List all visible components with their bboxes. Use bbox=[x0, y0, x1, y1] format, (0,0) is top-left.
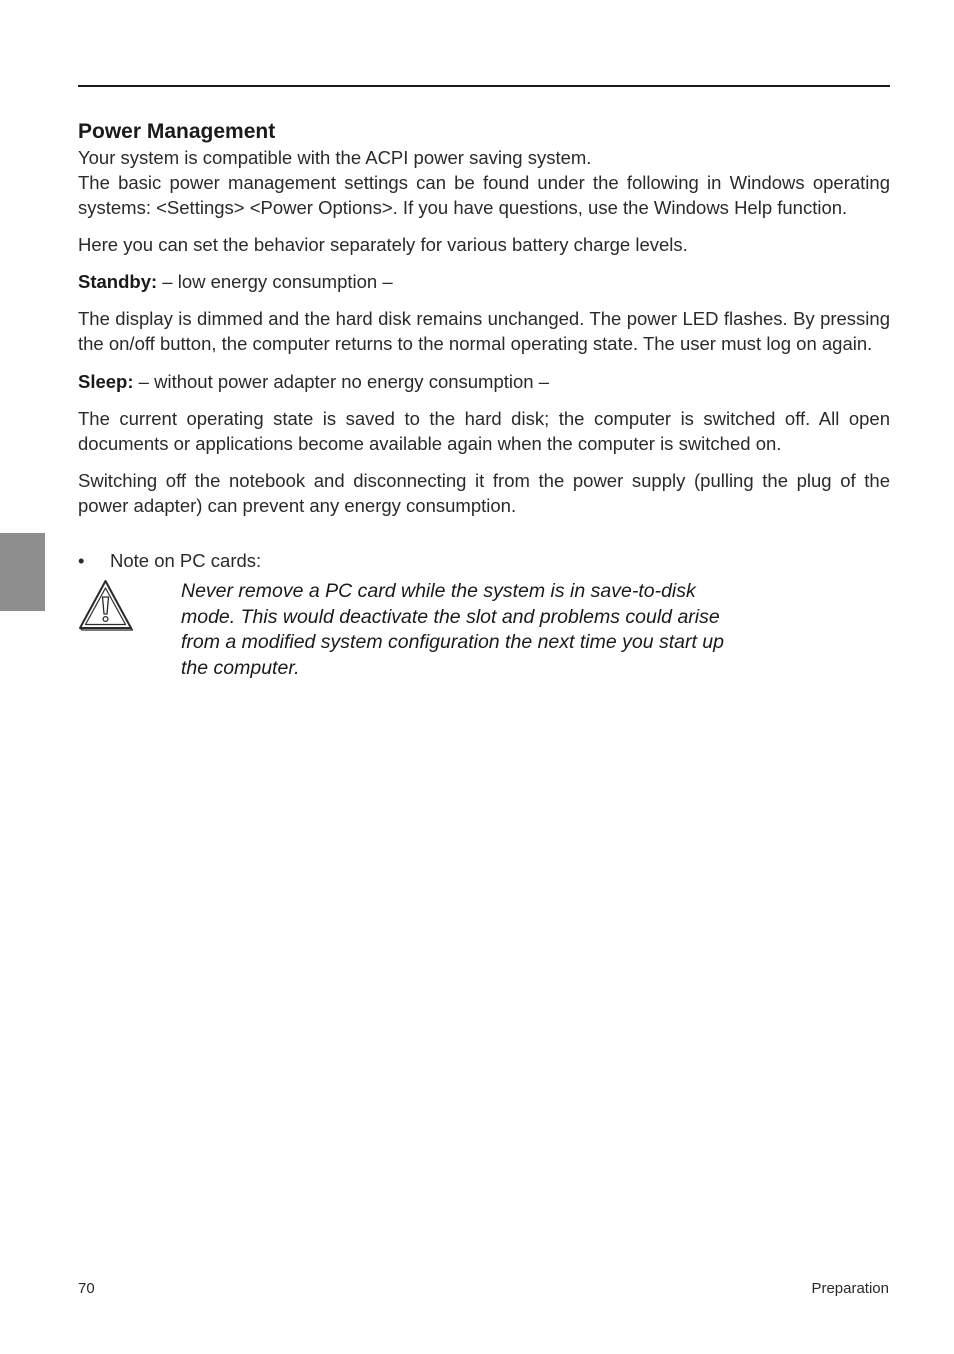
page-number: 70 bbox=[78, 1280, 95, 1297]
sleep-label: Sleep: bbox=[78, 370, 134, 392]
header-rule bbox=[78, 85, 890, 87]
note-bullet-item bbox=[78, 549, 890, 574]
sleep-description: The current operating state is saved to the hard disk; the computer is switched off. All open documents or applications become available again when the computer is switched on. bbox=[78, 407, 890, 454]
standby-description: The display is dimmed and the hard disk remains unchanged. The power LED flashes. By pressing the on/off button, the computer returns to the normal operating state. The user must log on again. bbox=[78, 308, 890, 355]
intro-line-2: The basic power management settings can be found under the following in Windows operating systems: <Settings> <Power Options>. If you have questions, use the Windows Help function. bbox=[78, 171, 890, 218]
section-title: Power Management bbox=[78, 120, 276, 143]
bullet-marker: • bbox=[78, 549, 85, 571]
standby-subtitle: – low energy consumption – bbox=[157, 271, 393, 293]
switch-off-paragraph: Switching off the notebook and disconnecting it from the power supply (pulling the plug of the power adapter) can prevent any energy consumption. bbox=[78, 469, 890, 516]
battery-levels-paragraph: Here you can set the behavior separately for various battery charge levels. bbox=[78, 233, 688, 255]
sleep-subtitle: – without power adapter no energy consumption – bbox=[133, 370, 550, 392]
chapter-name: Preparation bbox=[811, 1280, 889, 1297]
page-content bbox=[78, 118, 890, 689]
chapter-tab-marker bbox=[0, 533, 45, 611]
intro-paragraph bbox=[78, 146, 890, 220]
warning-text: Never remove a PC card while the system is in save-to-disk mode. This would deactivate the slot and problems could arise from a modified system configuration the next time you start up the computer. bbox=[181, 580, 725, 679]
standby-heading bbox=[78, 270, 890, 295]
standby-label: Standby: bbox=[78, 271, 158, 293]
warning-triangle-icon bbox=[78, 579, 133, 631]
warning-block bbox=[78, 579, 890, 689]
intro-line-1: Your system is compatible with the ACPI power saving system. bbox=[78, 147, 592, 168]
sleep-heading bbox=[78, 370, 890, 395]
note-label: Note on PC cards: bbox=[110, 549, 262, 571]
